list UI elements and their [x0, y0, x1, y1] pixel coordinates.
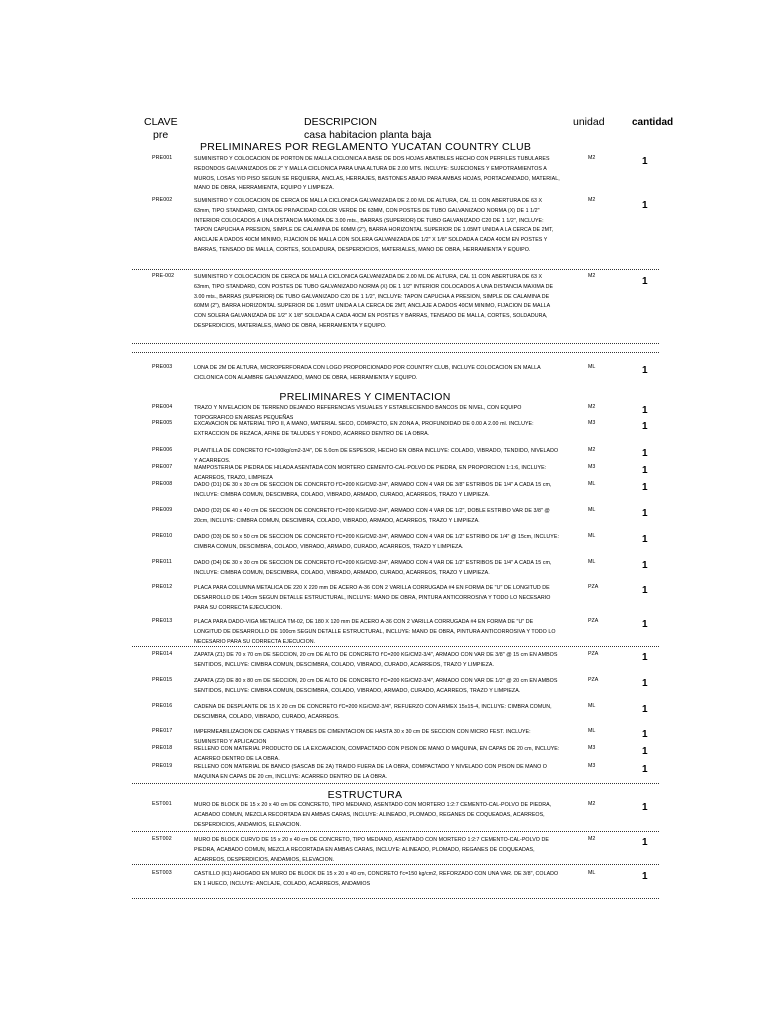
row-description: MAMPOSTERIA DE PIEDRA DE HILADA ASENTADA CON MORTERO CEMENTO-CAL-POLVO DE PIEDRA, EN PROPORCION 1:1:6, INCLUYE: ACARREOS, TRAZO, LIMPIEZA	[194, 465, 547, 481]
row-quantity: 1	[642, 652, 648, 663]
row-unit: M2	[588, 447, 596, 453]
row-unit: M2	[588, 801, 596, 807]
row-description: PLACA PARA COLUMNA METALICA DE 220 X 220 mm DE ACERO A-36 CON 2 VARILLA CORRUGADA #4 EN FORMA DE "U" DE LONGITUD DE DESARROLLO DE 140cm SEGUN DETALLE ESTRUCTURAL, INCLUYE: MANO DE OBRA, PINTURA ANTICORROSIVA Y TODO LO NECESARIO PARA SU CORRECTA EJECUCION.	[194, 585, 551, 611]
row-quantity: 1	[642, 729, 648, 740]
row-separator	[132, 783, 659, 784]
row-unit: M2	[588, 273, 596, 279]
row-quantity: 1	[642, 156, 648, 167]
row-unit: M2	[588, 155, 596, 161]
row-unit: PZA	[588, 677, 599, 683]
row-description: SUMINISTRO Y COLOCACION DE CERCA DE MALLA CICLONICA GALVANIZADA DE 2.00 ML DE ALTURA, CAL 11 CON ABERTURA DE 63 X 63mm, TIPO STANDARD, CON POSTES DE TUBO GALVANIZADO NORMA (X) DE 1 1/2" INTERIOR COLOCADOS A UNA DISTANCIA MAXIMA DE 3.00 mts., BARRAS (SUPERIOR) DE TUBO GALVANIZADO C20 DE 1 1/2", INCLUYE: TAPON CAPUCHA A PRESION, SIMPLE DE CALAMINA DE 60MM (2"), BARRA HORIZONTAL SUPERIOR DE 1.05MT UNIDA A LA CERCA DE 2MT, ANCLAJE A DADOS 40CM MINIMO, FIJACION DE MALLA CON SOLERA GALVANIZADA DE 1/2" X 1/8" SOLDADA A CADA 40CM EN POSTES Y BARRAS, TENSADO DE MALLA, CORTES, SOLDADURA, DESPERDICIOS, MATERIALES, MANO DE OBRA, HERRAMIENTA Y EQUIPO.	[194, 274, 554, 329]
row-quantity: 1	[642, 704, 648, 715]
row-quantity: 1	[642, 448, 648, 459]
row-unit: PZA	[588, 651, 599, 657]
header-cantidad: cantidad	[632, 117, 674, 128]
row-description: RELLENO CON MATERIAL DE BANCO (SASCAB DE 2A) TRAIDO FUERA DE LA OBRA, COMPACTADO Y NIVELADO CON PISON DE MANO O MAQUINA EN CAPAS DE 20 cm, INCLUYE: ACARREO DENTRO DE LA OBRA.	[194, 764, 547, 780]
row-quantity: 1	[642, 678, 648, 689]
row-description: SUMINISTRO Y COLOCACION DE PORTON DE MALLA CICLONICA A BASE DE DOS HOJAS ABATIBLES HECHO CON PERFILES TUBULARES REDONDOS GALVANIZADOS DE 2" Y MALLA CICLONICA PARA UNA ALTURA DE 2.00 MTS. INCLUYE: SUJECIONES Y EMPOTRAMIENTOS A MUROS, LOSAS Y/O PISO SEGUN SE REQUIERA, ANCLAS, HERRAJES, BASTONES ABAJO PARA AMBAS HOJAS, PORTACANDADO, MATERIAL, MANO DE OBRA, HERRAMIENTA, EQUIPO Y LIMPIEZA.	[194, 156, 560, 192]
row-unit: ML	[588, 728, 596, 734]
row-separator	[132, 352, 659, 353]
row-quantity: 1	[642, 764, 648, 775]
row-unit: ML	[588, 870, 596, 876]
row-quantity: 1	[642, 585, 648, 596]
row-unit: ML	[588, 533, 596, 539]
row-unit: M2	[588, 836, 596, 842]
row-unit: M2	[588, 404, 596, 410]
header-unidad: unidad	[573, 116, 605, 128]
row-code: PRE011	[152, 559, 172, 565]
row-description: RELLENO CON MATERIAL PRODUCTO DE LA EXCAVACION, COMPACTADO CON PISON DE MANO O MAQUINA, EN CAPAS DE 20 cm, INCLUYE: ACARREO DENTRO DE LA OBRA.	[194, 746, 560, 762]
row-separator	[132, 646, 659, 647]
row-description: PLACA PARA DADO-VIGA METALICA TM-02, DE 180 X 120 mm DE ACERO A-36 CON 2 VARILLA CORRUGADA #4 EN FORMA DE "U" DE LONGITUD DE DESARROLLO DE 100cm SEGUN DETALLE ESTRUCTURAL, INCLUYE: MANO DE OBRA, PINTURA ANTICORROSIVA Y TODO LO NECESARIO PARA SU CORRECTA EJECUCION.	[194, 619, 556, 645]
row-quantity: 1	[642, 200, 648, 211]
header-subtitle: casa habitacion planta baja	[304, 129, 432, 141]
row-quantity: 1	[642, 365, 648, 376]
row-description: PLANTILLA DE CONCRETO f'C=100kg/cm2-3/4", DE 5.0cm DE ESPESOR, HECHO EN OBRA INCLUYE: COLADO, VIBRADO, TENDIDO, NIVELADO Y ACARREOS.	[194, 448, 559, 464]
row-description: TRAZO Y NIVELACION DE TERRENO DEJANDO REFERENCIAS VISUALES Y ESTABLECIENDO BANCOS DE NIVEL, CON EQUIPO TOPOGRAFICO EN AREAS PEQUEÑAS	[194, 405, 522, 421]
row-description: DADO (D4) DE 30 x 30 cm DE SECCION DE CONCRETO f'C=200 KG/CM2-3/4", ARMADO CON 4 VAR DE 1/2" ESTRIBOS DE 1/4" A CADA 15 cm, INCLUYE: CIMBRA COMUN, DESCIMBRA, COLADO, VIBRADO, ARMADO, CURADO, ACARREOS, TRAZO Y LIMPIEZA.	[194, 560, 552, 576]
row-quantity: 1	[642, 560, 648, 571]
row-description: IMPERMEABILIZACION DE CADENAS Y TRABES DE CIMENTACION DE HASTA 30 x 30 cm DE SECCION CON MICRO FEST. INCLUYE: SUMINISTRO Y APLICACION	[194, 729, 531, 745]
row-code: PRE014	[152, 651, 173, 657]
row-quantity: 1	[642, 871, 648, 882]
row-code: PRE003	[152, 364, 173, 370]
row-separator	[132, 898, 659, 899]
row-quantity: 1	[642, 837, 648, 848]
row-quantity: 1	[642, 746, 648, 757]
row-unit: ML	[588, 481, 596, 487]
row-unit: PZA	[588, 584, 599, 590]
row-unit: M2	[588, 197, 596, 203]
row-description: CADENA DE DESPLANTE DE 15 X 20 cm DE CONCRETO f'C=200 KG/CM2-3/4", REFUERZO CON ARMEX 15x15-4, INCLUYE: CIMBRA COMUN, DESCIMBRA, COLADO, VIBRADO, CURADO, ACARREOS.	[194, 704, 552, 720]
section-title-estructura: ESTRUCTURA	[327, 789, 403, 801]
row-code: PRE004	[152, 404, 173, 410]
row-quantity: 1	[642, 802, 648, 813]
row-description: LONA DE 2M DE ALTURA, MICROPERFORADA CON LOGO PROPORCIONADO POR COUNTRY CLUB, INCLUYE COLOCACION EN MALLA CICLONICA CON ALAMBRE GALVANIZADO, MANO DE OBRA, HERRAMIENTA Y EQUIPO.	[194, 365, 541, 381]
row-quantity: 1	[642, 465, 648, 476]
row-separator	[132, 269, 659, 270]
header-clave: CLAVE	[144, 116, 178, 128]
row-description: MURO DE BLOCK DE 15 x 20 x 40 cm DE CONCRETO, TIPO MEDIANO, ASENTADO CON MORTERO 1:2:7 CEMENTO-CAL-POLVO DE PIEDRA, ACABADO COMUN, MEZCLA RECORTADA EN AMBAS CARAS, INCLUYE: ALINEADO, PLOMADO, REGANES DE COQUEADAS, ACARREOS, DESPERDICIOS, ANDAMIOS, ELEVACION.	[194, 802, 552, 828]
row-code: PRE009	[152, 507, 173, 513]
row-quantity: 1	[642, 421, 648, 432]
row-code: PRE007	[152, 464, 173, 470]
header-pre: pre	[153, 129, 169, 141]
row-unit: M3	[588, 763, 596, 769]
row-code: PRE013	[152, 618, 173, 624]
row-description: ZAPATA (Z1) DE 70 x 70 cm DE SECCION, 20 cm DE ALTO DE CONCRETO f'C=200 KG/CM2-3/4", ARMADO CON VAR DE 3/8" @ 15 cm EN AMBOS SENTIDOS, INCLUYE: CIMBRA COMUN, DESCIMBRA, COLADO, VIBRADO, CURADO, ACARREOS, TRAZO Y LIMPIEZA.	[194, 652, 558, 668]
row-code: EST003	[152, 870, 172, 876]
section-title-preliminares-reglamento: PRELIMINARES POR REGLAMENTO YUCATAN COUNTRY CLUB	[200, 141, 532, 153]
row-quantity: 1	[642, 276, 648, 287]
row-quantity: 1	[642, 482, 648, 493]
row-code: PRE019	[152, 763, 173, 769]
row-unit: M3	[588, 464, 596, 470]
row-unit: ML	[588, 507, 596, 513]
row-unit: M3	[588, 420, 596, 426]
row-description: EXCAVACION DE MATERIAL TIPO II, A MANO, MATERIAL SECO, COMPACTO, EN ZONA A, PROFUNDIDAD DE 0.00 A 2.00 ml. INCLUYE: EXTRACCION DE REZACA, AFINE DE TALUDES Y FONDO, ACARREO DENTRO DE LA OBRA.	[194, 421, 534, 437]
header-descripcion: DESCRIPCION	[304, 116, 377, 128]
row-separator	[132, 831, 659, 832]
row-code: PRE018	[152, 745, 173, 751]
row-unit: PZA	[588, 618, 599, 624]
row-code: PRE005	[152, 420, 173, 426]
row-unit: ML	[588, 559, 596, 565]
row-code: PRE001	[152, 155, 173, 161]
row-code: EST001	[152, 801, 172, 807]
row-code: PRE006	[152, 447, 173, 453]
row-unit: M3	[588, 745, 596, 751]
row-description: DADO (D3) DE 50 x 50 cm DE SECCION DE CONCRETO f'C=200 KG/CM2-3/4", ARMADO CON 4 VAR DE 1/2" ESTRIBO DE 1/4" @ 15cm, INCLUYE: CIMBRA COMUN, DESCIMBRA, COLADO, VIBRADO, ARMADO, CURADO, ACARREOS, TRAZO Y LIMPIEZA.	[194, 534, 559, 550]
row-code: EST002	[152, 836, 172, 842]
row-quantity: 1	[642, 534, 648, 545]
row-separator	[132, 343, 659, 344]
row-code: PRE015	[152, 677, 173, 683]
row-separator	[132, 864, 659, 865]
row-code: PRE002	[152, 197, 173, 203]
row-code: PRE-002	[152, 273, 175, 279]
row-quantity: 1	[642, 508, 648, 519]
row-description: CASTILLO (K1) AHOGADO EN MURO DE BLOCK DE 15 x 20 x 40 cm, CONCRETO f'c=150 kg/cm2, REFORZADO CON UNA VAR. DE 3/8", COLADO EN 1 HUECO, INCLUYE: ANCLAJE, COLADO, ACARREOS, ANDAMIOS	[194, 871, 559, 887]
row-unit: ML	[588, 703, 596, 709]
row-description: SUMINISTRO Y COLOCACION DE CERCA DE MALLA CICLONICA GALVANIZADA DE 2.00 ML DE ALTURA, CAL 11 CON ABERTURA DE 63 X 63mm, TIPO STANDARD, CINTA DE PRIVACIDAD COLOR VERDE DE 63MM, CON POSTES DE TUBO GALVANIZADO NORMA (X) DE 1 1/2" INTERIOR COLOCADOS A UNA DISTANCIA MAXIMA DE 3.00 mts., BARRAS (SUPERIOR) DE TUBO GALVANIZADO C20 DE 1 1/2", INCLUYE: TAPON CAPUCHA A PRESION, SIMPLE DE CALAMINA DE 60MM (2"), BARRA HORIZONTAL SUPERIOR DE 1.05MT UNIDA A LA CERCA DE 2MT, ANCLAJE A DADOS 40CM MINIMO, FIJACION DE MALLA CON SOLERA GALVANIZADA DE 1/2" X 1/8" SOLDADA A CADA 40CM EN POSTES Y BARRAS, TENSADO DE MALLA, CORTES, SOLDADURA, DESPERDICIOS, MATERIALES, MANO DE OBRA, HERRAMIENTA Y EQUIPO.	[194, 198, 554, 253]
row-quantity: 1	[642, 405, 648, 416]
row-description: DADO (D2) DE 40 x 40 cm DE SECCION DE CONCRETO f'C=200 KG/CM2-3/4", ARMADO CON 4 VAR DE 1/2", DOBLE ESTRIBO VAR DE 3/8" @ 20cm, INCLUYE: CIMBRA COMUN, DESCIMBRA, COLADO, VIBRADO, ARMADO, ACARREOS, TRAZO Y LIMPIEZA.	[194, 508, 550, 524]
row-quantity: 1	[642, 619, 648, 630]
row-description: ZAPATA (Z2) DE 80 x 80 cm DE SECCION, 20 cm DE ALTO DE CONCRETO f'C=200 KG/CM2-3/4", ARMADO CON VAR DE 1/2" @ 20 cm EN AMBOS SENTIDOS, INCLUYE: CIMBRA COMUN, DESCIMBRA, COLADO, VIBRADO, ARMADO, CURADO, ACARREOS, TRAZO Y LIMPIEZA.	[194, 678, 558, 694]
row-description: DADO (D1) DE 30 x 30 cm DE SECCION DE CONCRETO f'C=200 KG/CM2-3/4", ARMADO CON 4 VAR DE 3/8" ESTRIBOS DE 1/4" A CADA 15 cm, INCLUYE: CIMBRA COMUN, DESCIMBRA, COLADO, VIBRADO, ARMADO, CURADO, ACARREOS, TRAZO Y LIMPIEZA.	[194, 482, 552, 498]
row-code: PRE010	[152, 533, 173, 539]
row-code: PRE016	[152, 703, 173, 709]
section-title-preliminares-cimentacion: PRELIMINARES Y CIMENTACION	[279, 391, 451, 403]
row-code: PRE012	[152, 584, 173, 590]
row-code: PRE017	[152, 728, 173, 734]
row-description: MURO DE BLOCK CURVO DE 15 x 20 x 40 cm DE CONCRETO, TIPO MEDIANO, ASENTADO CON MORTERO 1:2:7 CEMENTO-CAL-POLVO DE PIEDRA, ACABADO COMUN, MEZCLA RECORTADA EN AMBAS CARAS, INCLUYE: ALINEADO, PLOMADO, REGANES DE COQUEADAS, ACARREOS, DESPERDICIOS, ANDAMIOS, ELEVACION.	[194, 837, 549, 863]
row-unit: ML	[588, 364, 596, 370]
row-code: PRE008	[152, 481, 173, 487]
